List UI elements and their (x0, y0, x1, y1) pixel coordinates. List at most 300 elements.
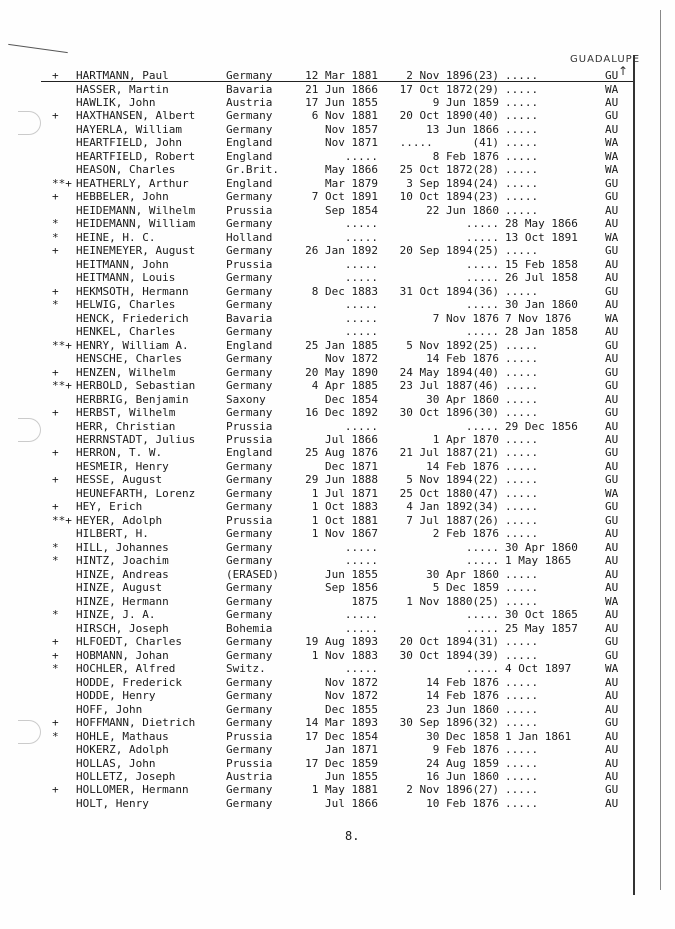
record-name: HIRSCH, Joseph (76, 621, 169, 635)
record-row (0, 406, 675, 420)
record-name: HOBMANN, Johan (76, 648, 169, 662)
record-date1: Jul 1866 (325, 433, 378, 446)
record-date3: ..... (505, 783, 539, 797)
record-country: Austria (226, 770, 273, 783)
record-date1: Nov 1857 (325, 122, 378, 136)
record-row (0, 730, 675, 744)
record-name: HESMEIR, Henry (76, 459, 169, 473)
record-code: WA (605, 594, 619, 608)
record-name: HEYER, Adolph (76, 513, 163, 527)
record-code: AU (605, 271, 619, 285)
record-row (0, 379, 675, 393)
record-code: WA (605, 136, 619, 150)
record-row (0, 689, 675, 703)
record-country: Germany (226, 352, 273, 366)
record-country: Germany (226, 69, 273, 82)
record-date3: 30 Jan 1860 (505, 298, 578, 312)
record-date2: 21 Jul 1887(21) (399, 446, 499, 460)
record-mark: + (52, 365, 59, 379)
record-name: HAWLIK, John (76, 96, 156, 109)
record-date1: Dec 1871 (325, 459, 378, 473)
record-code: GU (605, 379, 619, 392)
record-code: AU (605, 608, 619, 622)
record-date1: 1 Oct 1881 (311, 513, 378, 527)
record-date2: 13 Jun 1866 (426, 122, 499, 136)
record-row (0, 635, 675, 649)
record-date1: ..... (344, 149, 378, 163)
record-date2: 7 Nov 1876 (432, 311, 499, 325)
record-code: GU (605, 406, 619, 419)
record-date1: 1 May 1881 (311, 783, 378, 797)
record-name: HEIDEMANN, Wilhelm (76, 203, 196, 217)
record-date2: 24 Aug 1859 (426, 756, 499, 770)
record-date3: ..... (505, 648, 539, 662)
record-country: Germany (226, 486, 273, 500)
record-code: GU (605, 176, 619, 190)
record-name: HELWIG, Charles (76, 298, 176, 312)
record-row (0, 217, 675, 231)
record-row (0, 554, 675, 568)
page-number: 8. (345, 829, 360, 843)
record-date1: ..... (344, 257, 378, 271)
record-code: AU (605, 96, 619, 109)
record-country: Germany (226, 648, 273, 662)
record-date2: 30 Apr 1860 (426, 392, 499, 406)
record-name: HINZE, August (76, 581, 163, 595)
record-name: HEINEMEYER, August (76, 244, 196, 258)
record-country: Germany (226, 716, 273, 729)
record-code: AU (605, 540, 619, 554)
record-date2: 4 Jan 1892(34) (406, 500, 499, 514)
record-name: HOFFMANN, Dietrich (76, 716, 196, 729)
record-date2: ..... (41) (399, 136, 499, 150)
record-date3: 25 May 1857 (505, 621, 578, 635)
record-country: Germany (226, 473, 273, 487)
record-row (0, 393, 675, 407)
record-date2: 30 Sep 1896(32) (399, 716, 499, 729)
record-date1: 26 Jan 1892 (305, 244, 378, 258)
record-date2: 14 Feb 1876 (426, 352, 499, 366)
record-name: HESSE, August (76, 473, 163, 487)
record-country: Germany (226, 689, 273, 703)
record-row (0, 271, 675, 285)
record-code: GU (605, 513, 619, 527)
record-date2: 14 Feb 1876 (426, 459, 499, 473)
record-date2: ..... (465, 257, 499, 271)
record-row (0, 204, 675, 218)
record-mark: * (52, 298, 59, 312)
record-country: Germany (226, 406, 273, 419)
record-date1: 4 Apr 1885 (311, 379, 378, 392)
record-country: England (226, 446, 273, 460)
record-code: WA (605, 149, 619, 163)
record-date3: ..... (505, 716, 539, 729)
record-name: HEARTFIELD, John (76, 136, 182, 150)
record-date2: 23 Jun 1860 (426, 702, 499, 716)
record-mark: * (52, 230, 59, 244)
record-date2: 30 Apr 1860 (426, 567, 499, 581)
record-name: HOKERZ, Adolph (76, 743, 169, 756)
record-country: England (226, 338, 273, 352)
record-date3: ..... (505, 96, 539, 109)
record-country: Germany (226, 675, 273, 689)
fold-mark (8, 44, 68, 53)
record-date2: 24 May 1894(40) (399, 365, 499, 379)
record-row (0, 163, 675, 177)
record-country: Prussia (226, 433, 273, 446)
record-mark: + (52, 635, 59, 649)
record-mark: **+ (52, 379, 72, 392)
record-code: GU (605, 190, 619, 204)
record-date2: ..... (465, 298, 499, 312)
record-row (0, 96, 675, 110)
record-date1: ..... (344, 419, 378, 433)
record-date3: ..... (505, 109, 539, 123)
record-row (0, 83, 675, 97)
record-code: GU (605, 473, 619, 487)
record-date1: 17 Dec 1859 (305, 756, 378, 770)
record-date2: 25 Oct 1880(47) (399, 486, 499, 500)
record-mark: * (52, 554, 59, 568)
record-date1: ..... (344, 608, 378, 622)
record-date2: 25 Oct 1872(28) (399, 163, 499, 177)
record-row (0, 312, 675, 326)
record-name: HARTMANN, Paul (76, 69, 169, 82)
record-country: Germany (226, 594, 273, 608)
record-country: Germany (226, 635, 273, 649)
record-code: GU (605, 69, 619, 82)
record-row (0, 420, 675, 434)
record-date1: Dec 1854 (325, 392, 378, 406)
record-country: England (226, 149, 273, 163)
record-date1: Dec 1855 (325, 702, 378, 716)
record-row (0, 433, 675, 447)
record-code: AU (605, 352, 619, 366)
record-date1: 19 Aug 1893 (305, 635, 378, 649)
record-country: England (226, 136, 273, 150)
record-date2: 20 Oct 1890(40) (399, 109, 499, 123)
record-date3: ..... (505, 82, 539, 96)
record-country: Germany (226, 190, 273, 204)
record-name: HOCHLER, Alfred (76, 662, 176, 676)
record-code: AU (605, 257, 619, 271)
record-code: GU (605, 244, 619, 258)
record-country: Bavaria (226, 311, 273, 325)
record-date2: ..... (465, 325, 499, 339)
record-date1: 7 Oct 1891 (311, 190, 378, 204)
record-row (0, 298, 675, 312)
record-date1: ..... (344, 271, 378, 285)
record-date2: ..... (465, 217, 499, 231)
record-date3: ..... (505, 635, 539, 649)
record-date1: 20 May 1890 (305, 365, 378, 379)
record-country: Germany (226, 554, 273, 568)
record-date3: 29 Dec 1856 (505, 419, 578, 433)
record-date2: 1 Nov 1880(25) (406, 594, 499, 608)
record-date1: ..... (344, 621, 378, 635)
record-code: AU (605, 419, 619, 433)
record-date1: Jan 1871 (325, 743, 378, 756)
record-mark: + (52, 244, 59, 258)
record-row (0, 703, 675, 717)
record-date1: 21 Jun 1866 (305, 82, 378, 96)
record-row (0, 177, 675, 191)
record-date3: ..... (505, 122, 539, 136)
record-mark: * (52, 540, 59, 554)
record-date2: ..... (465, 554, 499, 568)
record-mark: + (52, 69, 59, 82)
record-name: HOFF, John (76, 702, 143, 716)
record-row (0, 500, 675, 514)
record-code: AU (605, 675, 619, 689)
record-code: GU (605, 716, 619, 729)
record-row (0, 460, 675, 474)
record-date3: ..... (505, 675, 539, 689)
record-date2: 14 Feb 1876 (426, 689, 499, 703)
record-country: Germany (226, 608, 273, 622)
record-name: HINZE, Andreas (76, 567, 169, 581)
record-name: HENKEL, Charles (76, 325, 176, 339)
record-name: HLFOEDT, Charles (76, 635, 182, 649)
record-country: Germany (226, 500, 273, 514)
record-name: HERR, Christian (76, 419, 176, 433)
record-date2: ..... (465, 540, 499, 554)
record-date3: ..... (505, 203, 539, 217)
record-date1: 17 Jun 1855 (305, 96, 378, 109)
record-row (0, 446, 675, 460)
record-row (0, 244, 675, 258)
record-date3: 7 Nov 1876 (505, 311, 572, 325)
record-date3: ..... (505, 379, 539, 392)
record-date3: ..... (505, 433, 539, 446)
record-code: WA (605, 486, 619, 500)
record-country: Prussia (226, 419, 273, 433)
record-name: HILL, Johannes (76, 540, 169, 554)
record-date3: ..... (505, 702, 539, 716)
record-date3: 1 Jan 1861 (505, 729, 572, 743)
record-date1: 16 Dec 1892 (305, 406, 378, 419)
record-date2: 5 Nov 1892(25) (406, 338, 499, 352)
record-date2: 14 Feb 1876 (426, 675, 499, 689)
record-name: HOLLOMER, Hermann (76, 783, 189, 797)
record-code: WA (605, 82, 619, 96)
record-name: HINZE, J. A. (76, 608, 156, 622)
record-date2: 2 Nov 1896(23) (406, 69, 499, 82)
record-date3: ..... (505, 163, 539, 177)
record-name: HENCK, Friederich (76, 311, 189, 325)
record-code: GU (605, 338, 619, 352)
record-code: GU (605, 284, 619, 298)
record-date2: 2 Feb 1876 (432, 527, 499, 541)
record-row (0, 352, 675, 366)
record-name: HEITMANN, Louis (76, 271, 176, 285)
record-date2: 3 Sep 1894(24) (406, 176, 499, 190)
record-date3: ..... (505, 69, 539, 82)
record-code: AU (605, 203, 619, 217)
record-date1: Nov 1872 (325, 689, 378, 703)
record-row (0, 662, 675, 676)
record-date3: 1 May 1865 (505, 554, 572, 568)
record-code: AU (605, 689, 619, 703)
record-date1: 25 Aug 1876 (305, 446, 378, 460)
record-name: HOLLETZ, Joseph (76, 770, 176, 783)
record-name: HINTZ, Joachim (76, 554, 169, 568)
record-name: HODDE, Frederick (76, 675, 182, 689)
record-date2: ..... (465, 662, 499, 676)
record-row (0, 527, 675, 541)
record-code: AU (605, 392, 619, 406)
record-name: HEY, Erich (76, 500, 143, 514)
record-name: HERBOLD, Sebastian (76, 379, 196, 392)
record-name: HINZE, Hermann (76, 594, 169, 608)
record-date3: ..... (505, 756, 539, 770)
record-date1: 1 Oct 1883 (311, 500, 378, 514)
record-code: WA (605, 163, 619, 177)
record-date1: 17 Dec 1854 (305, 729, 378, 743)
record-date2: 10 Feb 1876 (426, 796, 499, 810)
record-date3: ..... (505, 473, 539, 487)
record-date3: ..... (505, 567, 539, 581)
record-date2: 31 Oct 1894(36) (399, 284, 499, 298)
record-country: Germany (226, 581, 273, 595)
record-date1: 8 Dec 1883 (311, 284, 378, 298)
record-country: Germany (226, 365, 273, 379)
record-date3: ..... (505, 446, 539, 460)
record-date2: ..... (465, 608, 499, 622)
record-row (0, 109, 675, 123)
record-name: HEASON, Charles (76, 163, 176, 177)
record-row (0, 568, 675, 582)
record-date1: Sep 1856 (325, 581, 378, 595)
record-row (0, 136, 675, 150)
record-country: Gr.Brit. (226, 163, 279, 177)
record-date3: ..... (505, 284, 539, 298)
record-country: Germany (226, 325, 273, 339)
record-code: AU (605, 770, 619, 783)
record-country: Germany (226, 122, 273, 136)
record-mark: + (52, 783, 59, 797)
record-country: Germany (226, 298, 273, 312)
record-date1: ..... (344, 325, 378, 339)
record-date3: 30 Apr 1860 (505, 540, 578, 554)
record-row (0, 231, 675, 245)
record-name: HAXTHANSEN, Albert (76, 109, 196, 123)
record-row (0, 325, 675, 339)
arrow-icon: ↑ (618, 64, 629, 78)
record-date1: 1 Nov 1883 (311, 648, 378, 662)
record-date3: ..... (505, 527, 539, 541)
record-date2: 9 Feb 1876 (432, 743, 499, 756)
record-code: AU (605, 567, 619, 581)
record-row (0, 285, 675, 299)
record-date2: 30 Oct 1894(39) (399, 648, 499, 662)
record-row (0, 581, 675, 595)
record-mark: **+ (52, 338, 72, 352)
record-date3: ..... (505, 486, 539, 500)
record-name: HASSER, Martin (76, 82, 169, 96)
record-date3: 4 Oct 1897 (505, 662, 572, 676)
record-row (0, 770, 675, 784)
record-country: Germany (226, 244, 273, 258)
record-date3: ..... (505, 176, 539, 190)
record-date2: ..... (465, 621, 499, 635)
record-row (0, 595, 675, 609)
record-date1: ..... (344, 230, 378, 244)
record-row (0, 608, 675, 622)
handwritten-margin-note: GUADALUPE (570, 54, 641, 65)
record-row (0, 123, 675, 137)
record-date2: 7 Jul 1887(26) (406, 513, 499, 527)
record-date3: ..... (505, 338, 539, 352)
record-date1: Nov 1871 (325, 136, 378, 150)
record-code: AU (605, 554, 619, 568)
record-code: AU (605, 325, 619, 339)
record-date3: ..... (505, 581, 539, 595)
record-row (0, 150, 675, 164)
record-country: Germany (226, 284, 273, 298)
record-date1: 25 Jan 1885 (305, 338, 378, 352)
record-row (0, 743, 675, 757)
record-row (0, 622, 675, 636)
record-name: HEKMSOTH, Hermann (76, 284, 189, 298)
record-date1: ..... (344, 311, 378, 325)
record-name: HEINE, H. C. (76, 230, 156, 244)
record-date2: 20 Sep 1894(25) (399, 244, 499, 258)
record-row (0, 473, 675, 487)
record-date3: 15 Feb 1858 (505, 257, 578, 271)
record-code: GU (605, 365, 619, 379)
record-mark: + (52, 648, 59, 662)
record-date2: 16 Jun 1860 (426, 770, 499, 783)
record-code: AU (605, 217, 619, 231)
record-date3: 28 Jan 1858 (505, 325, 578, 339)
record-date3: ..... (505, 244, 539, 258)
record-date3: ..... (505, 500, 539, 514)
record-code: AU (605, 702, 619, 716)
record-mark: + (52, 473, 59, 487)
record-code: GU (605, 500, 619, 514)
record-mark: * (52, 608, 59, 622)
record-date3: ..... (505, 513, 539, 527)
record-code: AU (605, 433, 619, 446)
record-date1: Jun 1855 (325, 770, 378, 783)
record-code: AU (605, 122, 619, 136)
record-date1: 1875 (351, 594, 378, 608)
record-row (0, 366, 675, 380)
record-row (0, 797, 675, 811)
record-name: HENSCHE, Charles (76, 352, 182, 366)
record-mark: + (52, 109, 59, 123)
record-name: HAYERLA, William (76, 122, 182, 136)
record-row (0, 757, 675, 771)
record-code: GU (605, 109, 619, 123)
record-code: AU (605, 743, 619, 756)
record-country: Germany (226, 527, 273, 541)
record-date3: ..... (505, 594, 539, 608)
record-date1: ..... (344, 554, 378, 568)
record-date1: 29 Jun 1888 (305, 473, 378, 487)
record-name: HODDE, Henry (76, 689, 156, 703)
record-country: Germany (226, 379, 273, 392)
record-name: HEARTFIELD, Robert (76, 149, 196, 163)
record-date3: 26 Jul 1858 (505, 271, 578, 285)
record-date3: ..... (505, 743, 539, 756)
record-country: Germany (226, 459, 273, 473)
record-country: Germany (226, 796, 273, 810)
record-date1: Jul 1866 (325, 796, 378, 810)
record-country: Switz. (226, 662, 266, 676)
record-code: WA (605, 230, 619, 244)
